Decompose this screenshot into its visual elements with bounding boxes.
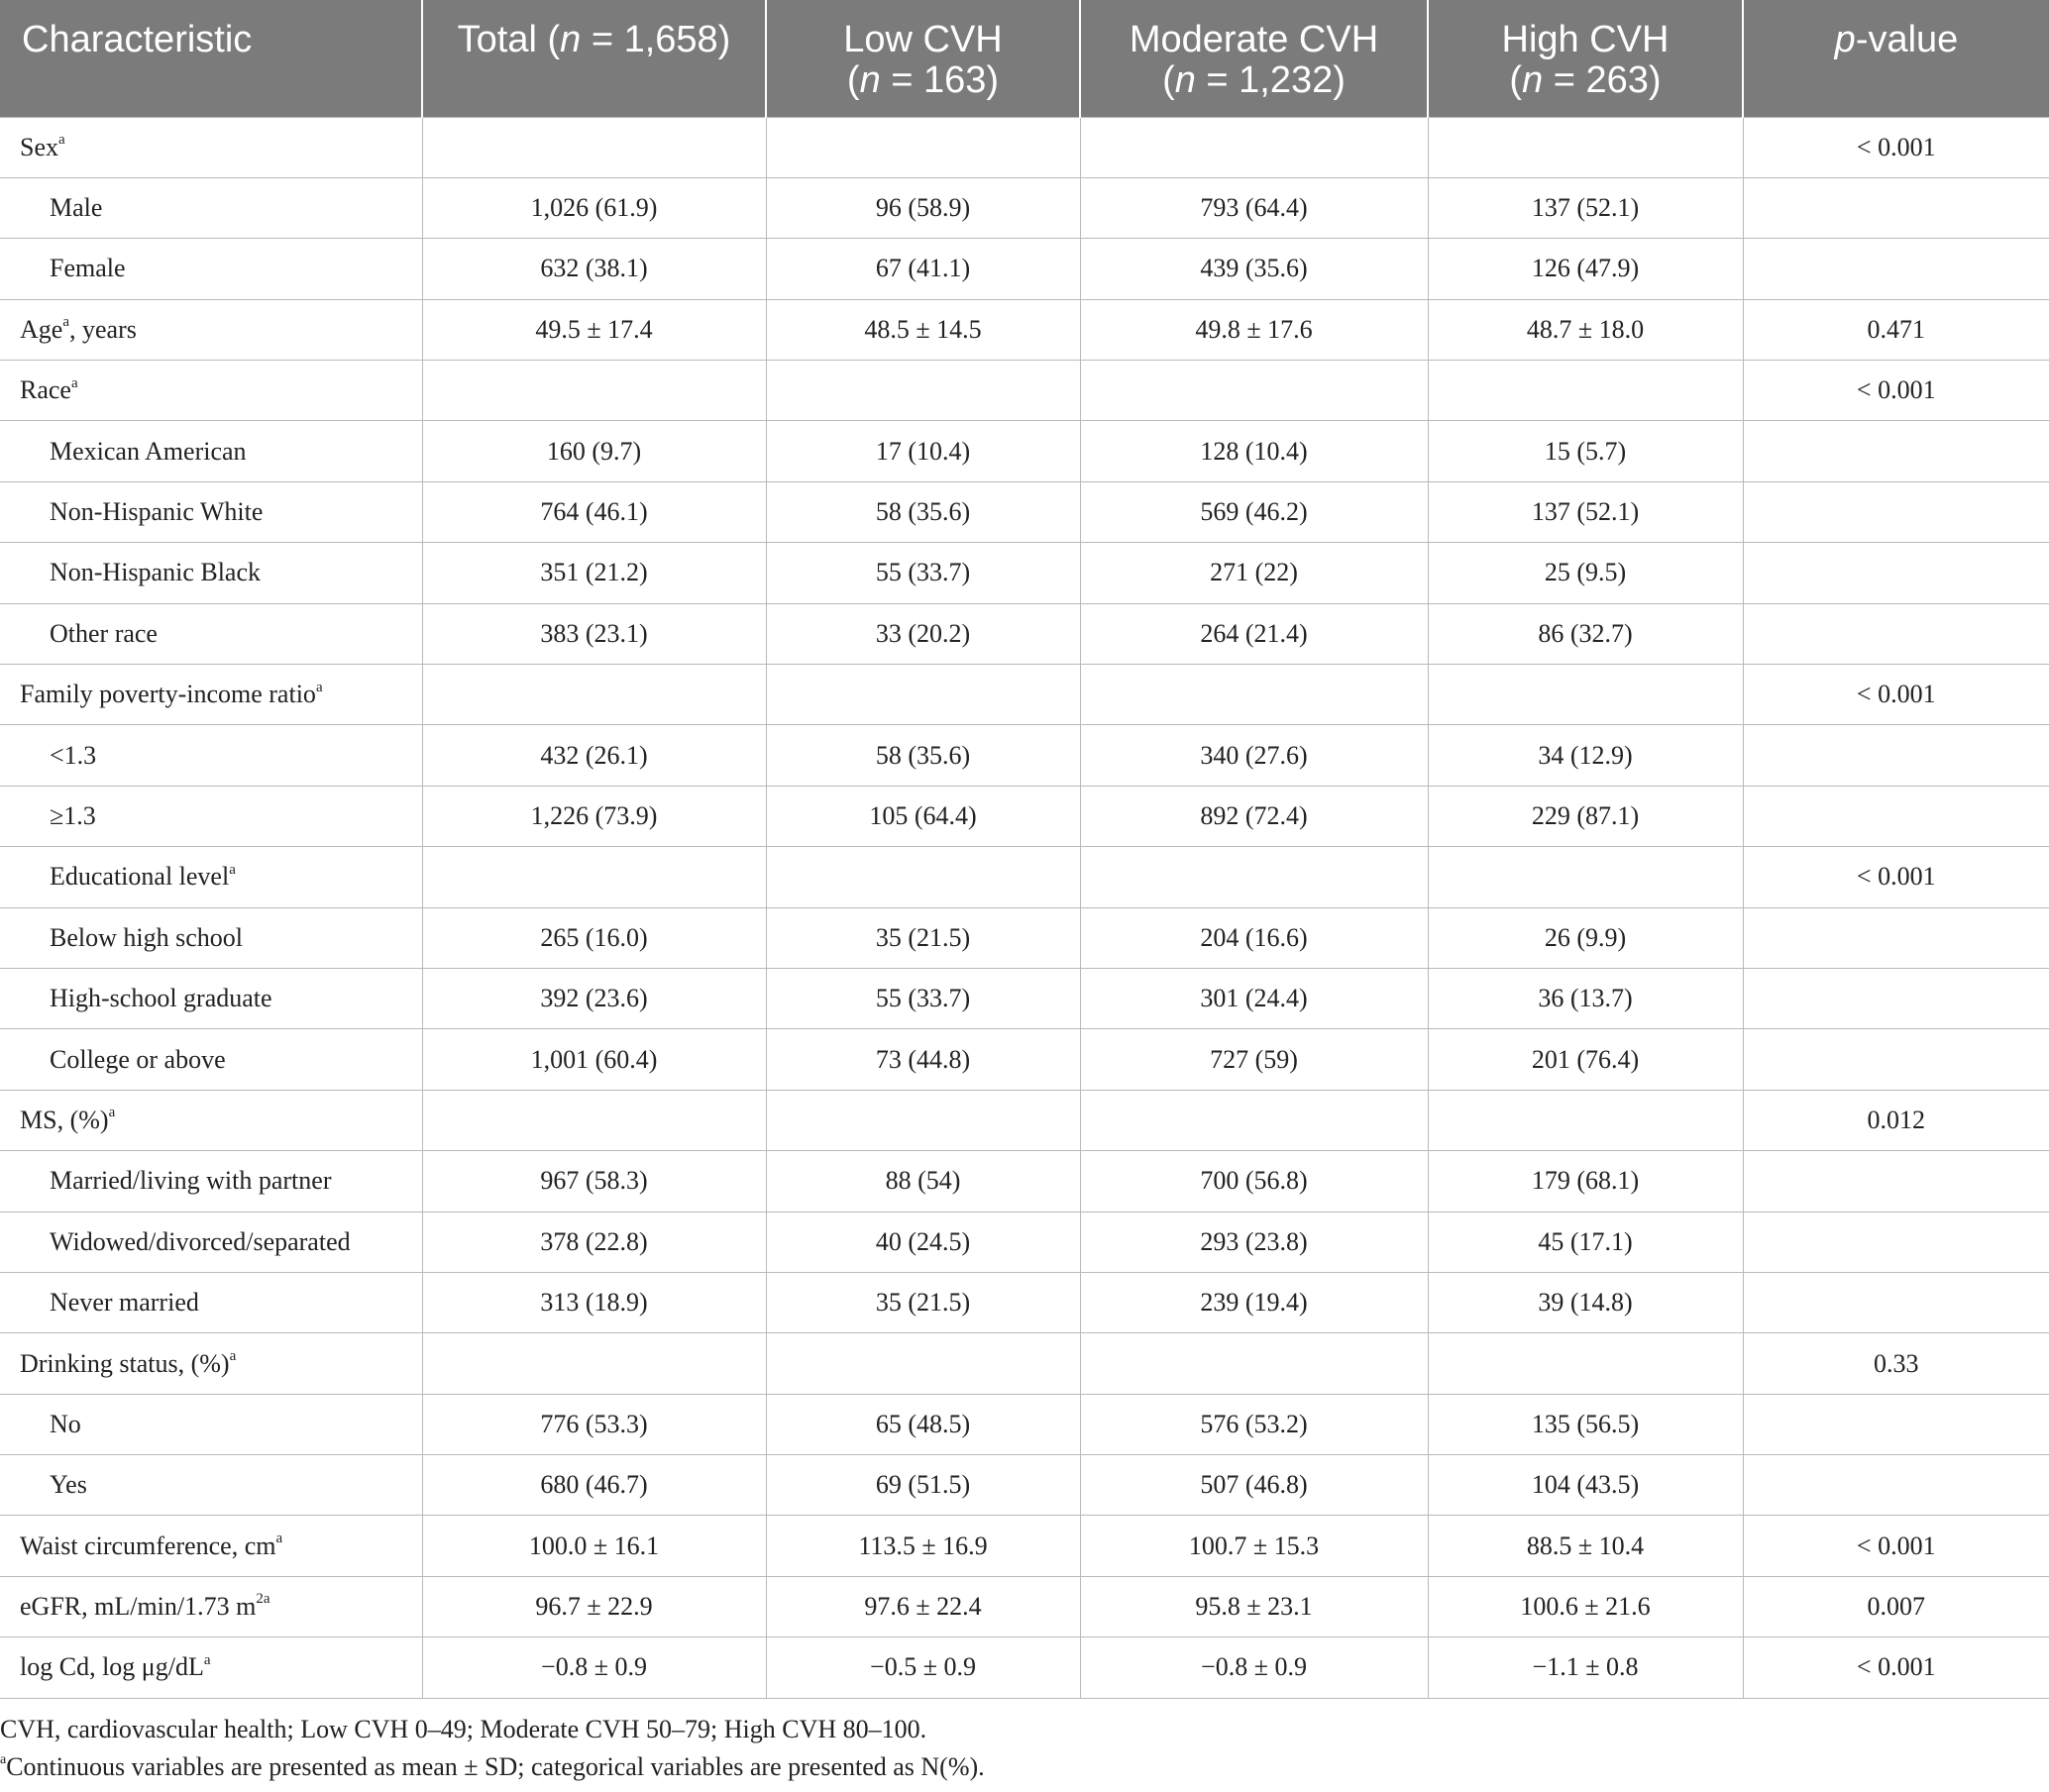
cell-high: 137 (52.1) xyxy=(1428,177,1743,238)
cell-p-value xyxy=(1743,603,2049,664)
table-row xyxy=(0,968,2049,1028)
cell-high: 201 (76.4) xyxy=(1428,1029,1743,1090)
cell-low: 73 (44.8) xyxy=(766,1029,1080,1090)
cell-p-value: 0.33 xyxy=(1743,1333,2049,1394)
header-low-label: Low CVH xyxy=(843,19,1003,60)
header-p: p xyxy=(1834,19,1856,60)
header-moderate-n: n xyxy=(1174,59,1196,101)
table-row xyxy=(0,1637,2049,1698)
header-total-count: = 1,658) xyxy=(581,19,731,60)
table-row xyxy=(0,603,2049,664)
table-row xyxy=(0,1576,2049,1636)
table-row xyxy=(0,665,2049,725)
cell-p-value: < 0.001 xyxy=(1743,847,2049,907)
header-p-rest: -value xyxy=(1855,19,1959,60)
table-row xyxy=(0,1455,2049,1516)
row-label xyxy=(0,1029,422,1090)
cell-moderate xyxy=(1080,665,1428,725)
header-high-n: n xyxy=(1522,59,1544,101)
cell-low: 67 (41.1) xyxy=(766,239,1080,299)
footnote-marker: a xyxy=(58,132,65,149)
row-label-text: Non-Hispanic White xyxy=(50,497,264,527)
cell-high xyxy=(1428,1333,1743,1394)
cell-low: 58 (35.6) xyxy=(766,481,1080,542)
row-label xyxy=(0,1333,422,1394)
cell-moderate: 128 (10.4) xyxy=(1080,421,1428,481)
row-label-text: Never married xyxy=(50,1288,199,1318)
row-label xyxy=(0,907,422,968)
table-row xyxy=(0,1272,2049,1332)
row-label-text: ≥1.3 xyxy=(50,800,96,830)
cell-p-value: 0.012 xyxy=(1743,1090,2049,1150)
cell-total: 432 (26.1) xyxy=(422,725,766,786)
cell-moderate: 727 (59) xyxy=(1080,1029,1428,1090)
cell-p-value: 0.471 xyxy=(1743,299,2049,360)
row-label xyxy=(0,421,422,481)
header-low-n: n xyxy=(859,59,881,101)
row-label xyxy=(0,968,422,1028)
table-row xyxy=(0,481,2049,542)
cell-total: 1,001 (60.4) xyxy=(422,1029,766,1090)
header-total-label: Total ( xyxy=(457,19,561,60)
cell-p-value xyxy=(1743,907,2049,968)
cell-p-value xyxy=(1743,481,2049,542)
row-label-text: Below high school xyxy=(50,922,243,952)
footnote-marker: a xyxy=(229,1347,237,1364)
cell-p-value xyxy=(1743,1272,2049,1332)
row-label xyxy=(0,1151,422,1212)
row-label xyxy=(0,299,422,360)
row-label-text: Age xyxy=(20,314,63,344)
cell-p-value xyxy=(1743,786,2049,846)
row-label xyxy=(0,786,422,846)
row-label-text: log Cd, log μg/dL xyxy=(20,1652,204,1682)
table-row xyxy=(0,847,2049,907)
cell-low: 17 (10.4) xyxy=(766,421,1080,481)
row-label xyxy=(0,725,422,786)
row-label xyxy=(0,665,422,725)
cell-p-value xyxy=(1743,1029,2049,1090)
cell-moderate xyxy=(1080,1090,1428,1150)
cell-high: 48.7 ± 18.0 xyxy=(1428,299,1743,360)
cell-p-value xyxy=(1743,968,2049,1028)
cell-p-value: < 0.001 xyxy=(1743,1516,2049,1576)
cell-high: 104 (43.5) xyxy=(1428,1455,1743,1516)
cell-total xyxy=(422,847,766,907)
cell-moderate: 271 (22) xyxy=(1080,543,1428,603)
cell-moderate xyxy=(1080,117,1428,177)
row-label xyxy=(0,1394,422,1454)
cell-high: 25 (9.5) xyxy=(1428,543,1743,603)
cell-moderate xyxy=(1080,1333,1428,1394)
table-row xyxy=(0,1516,2049,1576)
row-label-text: Male xyxy=(50,193,103,223)
table-header xyxy=(0,0,2049,117)
cell-low: 55 (33.7) xyxy=(766,968,1080,1028)
cell-total xyxy=(422,361,766,421)
footnote-marker: a xyxy=(108,1105,116,1121)
cell-total: 378 (22.8) xyxy=(422,1212,766,1272)
row-label xyxy=(0,1637,422,1698)
cell-p-value xyxy=(1743,1394,2049,1454)
footnote-marker: a xyxy=(62,314,69,331)
footnote-abbreviations: CVH, cardiovascular health; Low CVH 0–49; Moderate CVH 50–79; High CVH 80–100. xyxy=(0,1715,927,1743)
row-label-text: Mexican American xyxy=(50,436,247,466)
header-low-cvh xyxy=(766,0,1080,117)
row-label-text: High-school graduate xyxy=(50,984,272,1013)
header-characteristic: Characteristic xyxy=(0,0,422,117)
cell-high xyxy=(1428,665,1743,725)
cell-low: 55 (33.7) xyxy=(766,543,1080,603)
cell-total: 351 (21.2) xyxy=(422,543,766,603)
table-row xyxy=(0,239,2049,299)
cell-moderate: 340 (27.6) xyxy=(1080,725,1428,786)
row-label-text: Yes xyxy=(50,1470,87,1500)
table-row xyxy=(0,177,2049,238)
row-label xyxy=(0,1516,422,1576)
cell-high: 34 (12.9) xyxy=(1428,725,1743,786)
footnote-marker: 2a xyxy=(256,1591,270,1608)
row-label-text: Other race xyxy=(50,618,158,648)
header-total-n: n xyxy=(560,19,582,60)
row-label-text: Female xyxy=(50,254,126,283)
header-high-count: = 263) xyxy=(1543,59,1662,101)
row-label-text: Non-Hispanic Black xyxy=(50,558,262,587)
table-body xyxy=(0,117,2049,1698)
cell-total: 96.7 ± 22.9 xyxy=(422,1576,766,1636)
cell-moderate: 576 (53.2) xyxy=(1080,1394,1428,1454)
cell-p-value xyxy=(1743,239,2049,299)
cell-high: 26 (9.9) xyxy=(1428,907,1743,968)
cell-high: 100.6 ± 21.6 xyxy=(1428,1576,1743,1636)
table-row xyxy=(0,1090,2049,1150)
cell-low xyxy=(766,1090,1080,1150)
cell-total: 160 (9.7) xyxy=(422,421,766,481)
cell-total: 313 (18.9) xyxy=(422,1272,766,1332)
cell-high xyxy=(1428,847,1743,907)
header-moderate-cvh xyxy=(1080,0,1428,117)
cell-moderate: 507 (46.8) xyxy=(1080,1455,1428,1516)
cell-moderate: 100.7 ± 15.3 xyxy=(1080,1516,1428,1576)
row-label xyxy=(0,481,422,542)
row-label xyxy=(0,1576,422,1636)
table-row xyxy=(0,1212,2049,1272)
footnotes xyxy=(0,1711,2049,1786)
cell-high: 137 (52.1) xyxy=(1428,481,1743,542)
cell-high xyxy=(1428,361,1743,421)
row-label-text: Married/living with partner xyxy=(50,1166,332,1196)
cell-moderate: 301 (24.4) xyxy=(1080,968,1428,1028)
cell-low: 113.5 ± 16.9 xyxy=(766,1516,1080,1576)
cell-p-value xyxy=(1743,543,2049,603)
cell-total: 967 (58.3) xyxy=(422,1151,766,1212)
footnote-marker: a xyxy=(203,1651,211,1668)
cell-p-value: < 0.001 xyxy=(1743,361,2049,421)
cell-p-value xyxy=(1743,421,2049,481)
footnote-a-marker: a xyxy=(0,1752,7,1768)
row-label xyxy=(0,361,422,421)
row-label-text: College or above xyxy=(50,1044,226,1074)
cell-high: 45 (17.1) xyxy=(1428,1212,1743,1272)
cell-low: −0.5 ± 0.9 xyxy=(766,1637,1080,1698)
cell-total: 265 (16.0) xyxy=(422,907,766,968)
header-total xyxy=(422,0,766,117)
row-label xyxy=(0,543,422,603)
cell-moderate: 439 (35.6) xyxy=(1080,239,1428,299)
cell-p-value xyxy=(1743,1151,2049,1212)
row-label-text: No xyxy=(50,1409,81,1438)
row-label xyxy=(0,603,422,664)
row-label-text: <1.3 xyxy=(50,740,97,770)
cell-low xyxy=(766,117,1080,177)
table-row xyxy=(0,1394,2049,1454)
cell-low: 65 (48.5) xyxy=(766,1394,1080,1454)
cell-high: 135 (56.5) xyxy=(1428,1394,1743,1454)
cell-low: 97.6 ± 22.4 xyxy=(766,1576,1080,1636)
cell-moderate xyxy=(1080,847,1428,907)
header-row xyxy=(0,0,2049,117)
cell-total: 680 (46.7) xyxy=(422,1455,766,1516)
cell-high xyxy=(1428,117,1743,177)
header-low-open: ( xyxy=(846,59,860,101)
cell-total: 1,226 (73.9) xyxy=(422,786,766,846)
cell-moderate xyxy=(1080,361,1428,421)
cell-high: 39 (14.8) xyxy=(1428,1272,1743,1332)
cell-moderate: 569 (46.2) xyxy=(1080,481,1428,542)
cell-moderate: 49.8 ± 17.6 xyxy=(1080,299,1428,360)
table-row xyxy=(0,117,2049,177)
cell-high xyxy=(1428,1090,1743,1150)
cell-total: 776 (53.3) xyxy=(422,1394,766,1454)
cell-moderate: 95.8 ± 23.1 xyxy=(1080,1576,1428,1636)
header-moderate-count: = 1,232) xyxy=(1195,59,1346,101)
cell-total: 392 (23.6) xyxy=(422,968,766,1028)
cell-low: 35 (21.5) xyxy=(766,907,1080,968)
table-row xyxy=(0,907,2049,968)
footnote-a-text: Continuous variables are presented as mean ± SD; categorical variables are presented as N(%). xyxy=(6,1752,985,1781)
cell-low: 33 (20.2) xyxy=(766,603,1080,664)
cell-p-value: < 0.001 xyxy=(1743,1637,2049,1698)
cell-moderate: −0.8 ± 0.9 xyxy=(1080,1637,1428,1698)
cell-low xyxy=(766,665,1080,725)
row-label xyxy=(0,177,422,238)
table-row xyxy=(0,1333,2049,1394)
table-row xyxy=(0,1151,2049,1212)
cell-low: 96 (58.9) xyxy=(766,177,1080,238)
cell-low: 105 (64.4) xyxy=(766,786,1080,846)
row-label-text: Waist circumference, cm xyxy=(20,1530,276,1560)
cell-p-value xyxy=(1743,177,2049,238)
table-row xyxy=(0,1029,2049,1090)
row-label-text: Drinking status, (%) xyxy=(20,1348,230,1378)
cell-total: −0.8 ± 0.9 xyxy=(422,1637,766,1698)
row-label-text: Sex xyxy=(20,132,58,161)
table-row xyxy=(0,361,2049,421)
cell-p-value: < 0.001 xyxy=(1743,117,2049,177)
cell-high: 88.5 ± 10.4 xyxy=(1428,1516,1743,1576)
cell-moderate: 700 (56.8) xyxy=(1080,1151,1428,1212)
footnote-marker: a xyxy=(275,1530,283,1547)
cell-p-value xyxy=(1743,725,2049,786)
cell-total: 632 (38.1) xyxy=(422,239,766,299)
row-label-text: eGFR, mL/min/1.73 m xyxy=(20,1592,257,1622)
row-label-text: Race xyxy=(20,375,71,405)
cell-p-value: < 0.001 xyxy=(1743,665,2049,725)
cell-moderate: 204 (16.6) xyxy=(1080,907,1428,968)
cell-moderate: 293 (23.8) xyxy=(1080,1212,1428,1272)
cell-moderate: 239 (19.4) xyxy=(1080,1272,1428,1332)
cell-moderate: 264 (21.4) xyxy=(1080,603,1428,664)
cell-low: 40 (24.5) xyxy=(766,1212,1080,1272)
cell-total xyxy=(422,665,766,725)
cell-high: 126 (47.9) xyxy=(1428,239,1743,299)
cell-p-value: 0.007 xyxy=(1743,1576,2049,1636)
cell-total xyxy=(422,1090,766,1150)
row-label xyxy=(0,239,422,299)
row-label xyxy=(0,117,422,177)
cell-high: 15 (5.7) xyxy=(1428,421,1743,481)
row-label-text: MS, (%) xyxy=(20,1105,109,1134)
cell-low: 88 (54) xyxy=(766,1151,1080,1212)
cell-high: −1.1 ± 0.8 xyxy=(1428,1637,1743,1698)
cell-low: 48.5 ± 14.5 xyxy=(766,299,1080,360)
cell-low: 69 (51.5) xyxy=(766,1455,1080,1516)
cell-total: 100.0 ± 16.1 xyxy=(422,1516,766,1576)
cell-total: 383 (23.1) xyxy=(422,603,766,664)
cell-high: 179 (68.1) xyxy=(1428,1151,1743,1212)
table-row xyxy=(0,299,2049,360)
table-row xyxy=(0,786,2049,846)
cell-low: 35 (21.5) xyxy=(766,1272,1080,1332)
cell-p-value xyxy=(1743,1455,2049,1516)
row-label xyxy=(0,1455,422,1516)
footnote-marker: a xyxy=(315,679,323,695)
cell-high: 36 (13.7) xyxy=(1428,968,1743,1028)
table-row xyxy=(0,725,2049,786)
cell-low xyxy=(766,1333,1080,1394)
cell-total: 1,026 (61.9) xyxy=(422,177,766,238)
cell-total xyxy=(422,1333,766,1394)
cell-p-value xyxy=(1743,1212,2049,1272)
header-high-open: ( xyxy=(1509,59,1523,101)
cell-low: 58 (35.6) xyxy=(766,725,1080,786)
row-label xyxy=(0,1272,422,1332)
header-p-value xyxy=(1743,0,2049,117)
header-moderate-label: Moderate CVH xyxy=(1129,19,1379,60)
table-row xyxy=(0,421,2049,481)
row-label xyxy=(0,847,422,907)
cell-low xyxy=(766,361,1080,421)
footnote-marker: a xyxy=(229,861,236,878)
footnote-a xyxy=(0,1748,2049,1786)
cell-high: 229 (87.1) xyxy=(1428,786,1743,846)
cell-total xyxy=(422,117,766,177)
header-high-label: High CVH xyxy=(1501,19,1670,60)
cell-high: 86 (32.7) xyxy=(1428,603,1743,664)
table-row xyxy=(0,543,2049,603)
row-label-suffix: , years xyxy=(69,314,137,344)
cell-total: 49.5 ± 17.4 xyxy=(422,299,766,360)
row-label xyxy=(0,1212,422,1272)
header-high-cvh xyxy=(1428,0,1743,117)
row-label-text: Family poverty-income ratio xyxy=(20,680,316,709)
row-label xyxy=(0,1090,422,1150)
cell-low xyxy=(766,847,1080,907)
cell-moderate: 892 (72.4) xyxy=(1080,786,1428,846)
header-moderate-open: ( xyxy=(1162,59,1175,101)
row-label-text: Widowed/divorced/separated xyxy=(50,1226,351,1256)
header-low-count: = 163) xyxy=(880,59,1000,101)
footnote-marker: a xyxy=(70,374,78,391)
row-label-text: Educational level xyxy=(50,862,230,892)
cell-moderate: 793 (64.4) xyxy=(1080,177,1428,238)
cell-total: 764 (46.1) xyxy=(422,481,766,542)
